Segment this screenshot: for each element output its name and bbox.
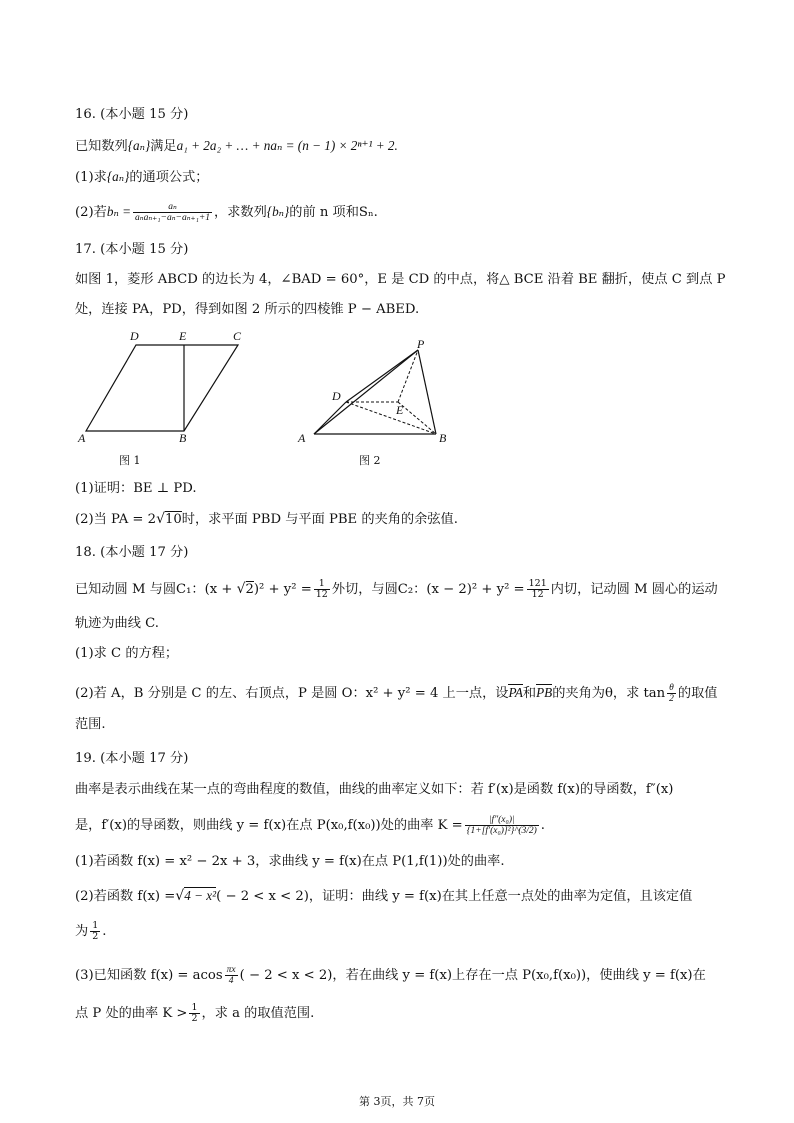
- q19-part2-b: ( − 2 < x < 2)，证明：曲线 y = f(x)在其上任意一点处的曲率为定值，且该定值: [216, 889, 693, 904]
- edge-ad: [314, 402, 346, 434]
- label-p: P: [417, 337, 425, 351]
- q19-text-a: 是，f′(x)的导函数，则曲线 y = f(x)在点 P(x₀,f(x₀))处的曲率 K =: [75, 818, 463, 833]
- label-e: E: [179, 329, 187, 343]
- label-a: A: [78, 431, 86, 445]
- q18-header: 18. (本小题 17 分): [75, 545, 189, 560]
- label-d: D: [130, 329, 139, 343]
- q19-half2-num: 1: [191, 1002, 198, 1013]
- q17-part2: [75, 510, 458, 529]
- q16-stem: [75, 137, 398, 156]
- q16-bn-fraction: [133, 202, 212, 223]
- figure-2-pyramid: [290, 332, 460, 450]
- curvature-den: {1+[f′(x₀)]²}^(3/2): [466, 826, 537, 836]
- q19-half-2: [189, 1003, 199, 1024]
- q19-part3-line2: [75, 1003, 314, 1024]
- q16-stem-mid: 满足: [150, 139, 177, 154]
- q19-wei: 为: [75, 924, 89, 939]
- q18-sqrt-value: 2: [245, 582, 254, 597]
- vector-pb: PB: [536, 685, 553, 700]
- q19-half: [90, 921, 100, 942]
- q18-theta-half: [667, 683, 676, 704]
- q16-seq: {aₙ}: [127, 138, 151, 153]
- q16-equation: a₁ + 2a₂ + … + naₙ = (n − 1) × 2ⁿ⁺¹ + 2.: [176, 138, 398, 153]
- q16-part1-prefix: (1)求: [75, 170, 107, 185]
- label-b: B: [179, 431, 187, 445]
- q18-stem-line2: 轨迹为曲线 C.: [75, 616, 159, 631]
- q16-header: 16. (本小题 15 分): [75, 107, 189, 122]
- curvature-formula: [465, 815, 539, 836]
- q18-theta-num: θ: [667, 683, 676, 694]
- q18-part2-b: 的夹角为θ，求 tan: [552, 686, 666, 701]
- q18-frac1-den: 12: [315, 589, 328, 600]
- figure-1-caption: 图 1: [119, 454, 141, 467]
- q16-stem-prefix: 已知数列: [75, 139, 128, 154]
- q18-text-c: 外切，与圆C₂：(x − 2)² + y² =: [331, 582, 525, 597]
- q19-part2-line2: [75, 921, 106, 942]
- q18-part2-c: 的取值: [677, 686, 718, 701]
- q18-frac1-num: 1: [314, 579, 330, 590]
- q19-part3-line2-a: 点 P 处的曲率 K >: [75, 1006, 188, 1021]
- q16-frac-den: aₙaₙ₊₁−aₙ−aₙ₊₁+1: [135, 213, 211, 223]
- q18-and: 和: [522, 686, 537, 701]
- vector-pa: PA: [508, 685, 523, 700]
- label-b2: B: [439, 431, 447, 445]
- q16-part1: [75, 168, 209, 187]
- q18-part2-a: (2)若 A，B 分别是 C 的左、右顶点，P 是圆 O：x² + y² = 4 上一点，设: [75, 686, 509, 701]
- edge-pa: [314, 350, 418, 434]
- q16-part2-seq: {bₙ}: [266, 204, 290, 219]
- edge-db-dashed: [346, 402, 436, 434]
- q17-part2-suffix: 时，求平面 PBD 与平面 PBE 的夹角的余弦值.: [181, 512, 458, 527]
- q18-fraction-1: [314, 579, 330, 600]
- q18-frac2-den: 12: [531, 589, 544, 600]
- q19-half2-den: 2: [191, 1013, 198, 1024]
- q19-part2-a: (2)若函数 f(x) =: [75, 889, 176, 904]
- q18-stem-line1: [75, 579, 718, 600]
- q16-part2: [75, 202, 378, 223]
- edge-pb: [418, 350, 436, 434]
- q18-text-a: 已知动圆 M 与圆C₁：(x +: [75, 582, 237, 597]
- q17-sqrt-value: 10: [165, 512, 182, 527]
- q19-cos-num: πx: [226, 965, 236, 975]
- curvature-num: |f″(x₀)|: [465, 815, 539, 826]
- q19-part3-b: ( − 2 < x < 2)，若在曲线 y = f(x)上存在一点 P(x₀,f(x₀))，使曲线 y = f(x)在: [239, 968, 706, 983]
- q18-theta-den: 2: [669, 694, 674, 704]
- label-a2: A: [298, 431, 306, 445]
- q17-header: 17. (本小题 15 分): [75, 242, 189, 257]
- q16-part1-suffix: 的通项公式；: [129, 170, 209, 185]
- q19-part3-a: (3)已知函数 f(x) = acos: [75, 968, 223, 983]
- sqrt-symbol-2: √: [236, 581, 246, 597]
- sqrt-symbol-3: √: [175, 888, 185, 904]
- q18-frac2-num: 121: [528, 578, 547, 589]
- q19-half-num: 1: [92, 920, 99, 931]
- q17-part1: (1)证明：BE ⊥ PD.: [75, 481, 197, 496]
- sqrt-symbol: √: [156, 511, 165, 527]
- q19-stem-line1: 曲率是表示曲线在某一点的弯曲程度的数值，曲线的曲率定义如下：若 f′(x)是函数 f(x)的导函数，f″(x): [75, 782, 674, 797]
- q16-part2-mid: ，求数列: [214, 205, 267, 220]
- q19-part3: [75, 965, 706, 986]
- q16-frac-num: aₙ: [133, 202, 212, 213]
- q18-part2-line2: 范围.: [75, 717, 106, 732]
- q19-cos-arg: [225, 965, 238, 986]
- q19-part3-line2-b: ，求 a 的取值范围.: [201, 1006, 315, 1021]
- q19-cos-den: 4: [228, 976, 234, 986]
- q18-text-d: 内切，记动圆 M 圆心的运动: [550, 582, 718, 597]
- q19-part1: (1)若函数 f(x) = x² − 2x + 3，求曲线 y = f(x)在点 P(1,f(1))处的曲率.: [75, 854, 505, 869]
- rhombus-abcd: [86, 345, 238, 431]
- q19-part2: [75, 887, 692, 906]
- label-e2: E: [396, 403, 404, 417]
- q19-header: 19. (本小题 17 分): [75, 751, 189, 766]
- q19-stem-line2: [75, 815, 545, 836]
- q18-part1: (1)求 C 的方程；: [75, 646, 179, 661]
- q19-sqrt-value: 4 − x²: [184, 888, 217, 903]
- figure-2-caption: 图 2: [359, 454, 381, 467]
- q19-period: .: [102, 924, 107, 939]
- label-d2: D: [332, 389, 341, 403]
- q17-part2-prefix: (2)当 PA = 2: [75, 512, 157, 527]
- q19-half-den: 2: [92, 931, 99, 942]
- edge-pd: [346, 350, 418, 402]
- q18-fraction-2: [527, 579, 549, 600]
- q16-part2-prefix: (2)若: [75, 205, 107, 220]
- page-footer: 第 3页，共 7页: [359, 1095, 435, 1108]
- q16-bn: bₙ =: [106, 204, 132, 219]
- q16-part1-seq: {aₙ}: [106, 169, 130, 184]
- label-c: C: [233, 329, 242, 343]
- q19-text-b: .: [540, 818, 545, 833]
- q18-text-b: )² + y² =: [253, 582, 312, 597]
- figure-1-rhombus: [70, 324, 250, 448]
- q17-stem-line1: 如图 1，菱形 ABCD 的边长为 4，∠BAD = 60°，E 是 CD 的中点，将△ BCE 沿着 BE 翻折，使点 C 到点 P: [75, 272, 726, 287]
- q17-stem-line2: 处，连接 PA，PD，得到如图 2 所示的四棱锥 P − ABED.: [75, 302, 420, 317]
- q18-part2: [75, 683, 717, 704]
- q16-part2-suffix: 的前 n 项和Sₙ.: [289, 205, 378, 220]
